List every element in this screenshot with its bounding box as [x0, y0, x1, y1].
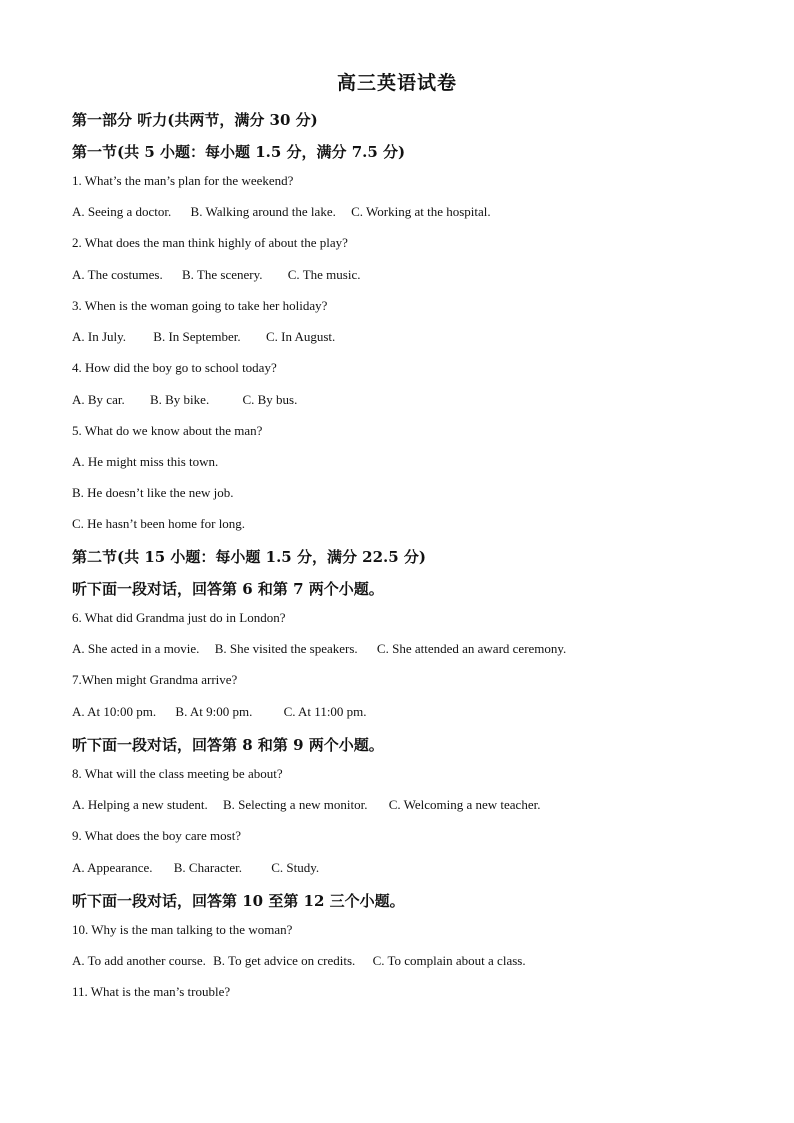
option-c: C. By bus.: [242, 392, 298, 407]
option-c: C. He hasn’t been home for long.: [72, 516, 246, 531]
exam-title: 高三英语试卷: [336, 72, 457, 94]
question-4: 4. How did the boy go to school today?: [72, 360, 277, 375]
question-8-options: [72, 797, 540, 813]
section-one-heading: 第一节(共 5 小题：每小题 1.5 分，满分 7.5 分): [72, 143, 406, 161]
question-10-options: [72, 953, 526, 969]
option-b: B. She visited the speakers.: [214, 641, 358, 656]
option-c: C. In August.: [265, 329, 336, 344]
question-9-options: [72, 860, 319, 876]
option-a: A. He might miss this town.: [72, 454, 219, 469]
option-b: B. In September.: [153, 329, 241, 344]
question-4-options: [72, 392, 297, 408]
option-c: C. Study.: [271, 860, 320, 875]
option-a: A. She acted in a movie.: [72, 641, 200, 656]
option-a: A. The costumes.: [72, 267, 163, 282]
question-7: 7.When might Grandma arrive?: [72, 672, 238, 687]
option-c: C. Working at the hospital.: [351, 204, 491, 219]
question-3-options: [72, 329, 335, 345]
question-2: 2. What does the man think highly of about the play?: [72, 235, 348, 250]
option-b: B. Selecting a new monitor.: [223, 797, 368, 812]
option-b: B. At 9:00 pm.: [175, 704, 253, 719]
dialogue-instruction: 听下面一段对话，回答第 8 和第 9 两个小题。: [72, 736, 384, 754]
option-b: B. To get advice on credits.: [213, 953, 356, 968]
option-b: B. He doesn’t like the new job.: [72, 485, 234, 500]
option-b: B. Character.: [173, 860, 242, 875]
option-a: A. Helping a new student.: [72, 797, 208, 812]
option-c: C. The music.: [287, 267, 361, 282]
question-10: 10. Why is the man talking to the woman?: [72, 922, 293, 937]
question-6: 6. What did Grandma just do in London?: [72, 610, 286, 625]
option-a: A. Appearance.: [72, 860, 153, 875]
option-c: C. Welcoming a new teacher.: [388, 797, 541, 812]
question-6-options: [72, 641, 566, 657]
option-b: B. The scenery.: [182, 267, 263, 282]
question-7-options: [72, 704, 367, 720]
section-two-heading: 第二节(共 15 小题：每小题 1.5 分，满分 22.5 分): [72, 548, 427, 566]
question-11: 11. What is the man’s trouble?: [72, 984, 231, 999]
option-a: A. By car.: [72, 392, 125, 407]
option-c: C. To complain about a class.: [372, 953, 526, 968]
dialogue-instruction: 听下面一段对话，回答第 6 和第 7 两个小题。: [72, 580, 384, 598]
option-a: A. At 10:00 pm.: [72, 704, 157, 719]
option-a: A. To add another course.: [72, 953, 206, 968]
option-b: B. By bike.: [149, 392, 210, 407]
question-3: 3. When is the woman going to take her holiday?: [72, 298, 328, 313]
question-2-options: [72, 267, 360, 283]
option-a: A. Seeing a doctor.: [72, 204, 172, 219]
part-one-heading: 第一部分 听力(共两节，满分 30 分): [72, 111, 318, 129]
option-b: B. Walking around the lake.: [190, 204, 336, 219]
option-c: C. At 11:00 pm.: [283, 704, 367, 719]
question-8: 8. What will the class meeting be about?: [72, 766, 283, 781]
option-c: C. She attended an award ceremony.: [376, 641, 567, 656]
question-9: 9. What does the boy care most?: [72, 828, 242, 843]
question-1: 1. What’s the man’s plan for the weekend?: [72, 173, 294, 188]
question-1-options: [72, 204, 491, 220]
question-5: 5. What do we know about the man?: [72, 423, 263, 438]
option-a: A. In July.: [72, 329, 127, 344]
dialogue-instruction: 听下面一段对话，回答第 10 至第 12 三个小题。: [72, 892, 405, 910]
